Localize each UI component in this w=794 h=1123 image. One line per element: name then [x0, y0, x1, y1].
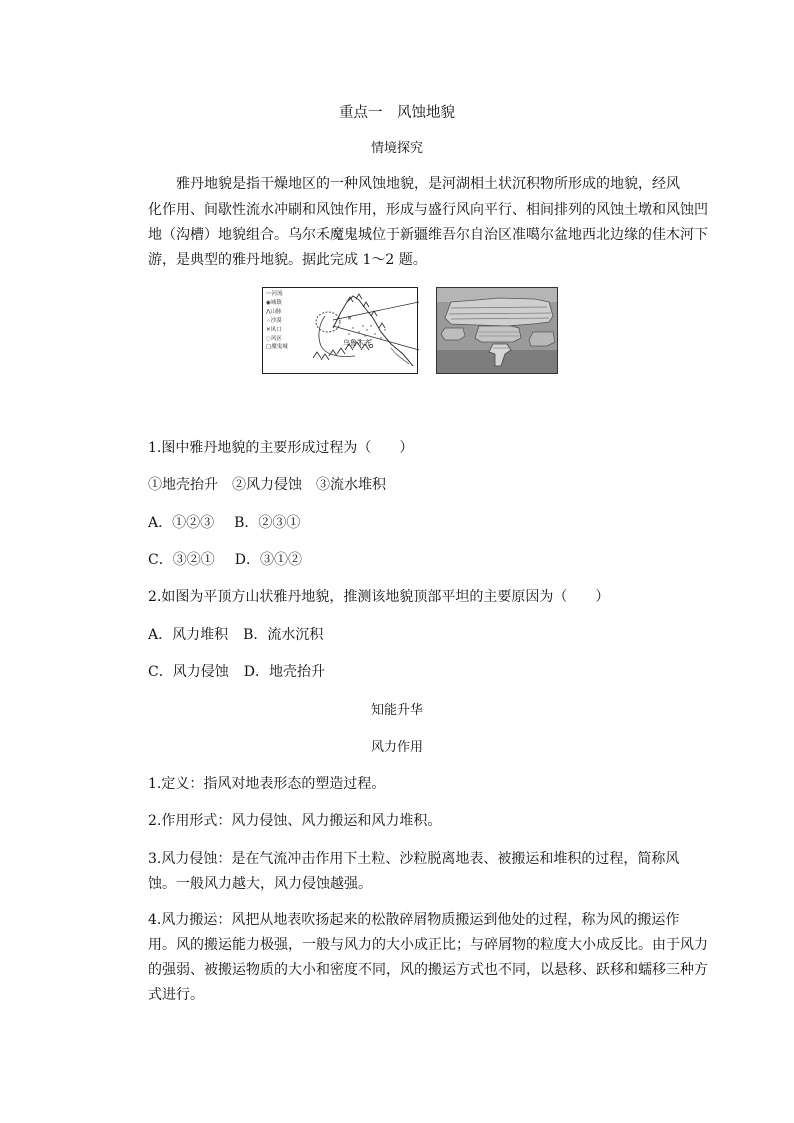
knowledge-point-4-line-1: 4.风力搬运：风把从地表吹扬起来的松散碎屑物质搬运到他处的过程，称为风的搬运作: [148, 912, 680, 928]
q2-option-a[interactable]: A．风力堆积: [148, 627, 229, 643]
legend-item-river: 〰河流: [266, 291, 283, 297]
legend-item-ghost-city: □魔鬼城: [266, 344, 288, 351]
q1-option-b[interactable]: B．②③①: [234, 515, 301, 531]
q1-option-a[interactable]: A．①②③: [148, 515, 215, 531]
legend-item-mountain: ⋀山脉: [266, 308, 282, 315]
knowledge-point-3-line-1: 3.风力侵蚀：是在气流冲击作用下土粒、沙粒脱离地表、被搬运和堆积的过程，简称风: [148, 851, 680, 867]
legend-item-wind-gap: ✕风口: [266, 326, 282, 333]
subheading-wind-action: 风力作用: [370, 740, 423, 755]
page-title: 重点一 风蚀地貌: [339, 105, 455, 121]
svg-text:✕: ✕: [347, 315, 353, 322]
section-heading-context: 情境探究: [370, 141, 423, 156]
legend-item-desert: ⁘沙漠: [266, 317, 282, 324]
yardang-photo: [436, 287, 558, 374]
knowledge-point-4-line-2: 用。风的搬运能力极强，一般与风力的大小成正比；与碎屑物的粒度大小成反比。由于风力: [148, 937, 708, 953]
wind-zone-icon: ◌: [266, 335, 271, 342]
ghost-city-icon: □: [266, 344, 272, 351]
q2-option-c[interactable]: C．风力侵蚀: [148, 664, 229, 680]
question-2-options-row-1: [148, 624, 323, 644]
map-legend: [266, 290, 288, 352]
city-label-urumqi: 乌鲁木齐: [343, 339, 371, 347]
mountain-icon: ⋀: [266, 308, 271, 315]
figure: [262, 287, 558, 375]
q1-option-d[interactable]: D．③①②: [234, 552, 302, 568]
legend-item-town: ◉城镇: [266, 299, 282, 306]
desert-icon: ⁘: [266, 317, 271, 324]
intro-line-4: 游，是典型的雅丹地貌。据此完成 1～2 题。: [148, 252, 427, 268]
town-icon: ◉: [266, 299, 271, 306]
wind-gap-icon: ✕: [266, 326, 271, 333]
knowledge-point-4-line-4: 式进行。: [148, 987, 204, 1003]
question-2-options-row-2: [148, 661, 325, 681]
question-1-options-row-2: [148, 549, 302, 569]
question-1-stem: 1.图中雅丹地貌的主要形成过程为（ ）: [148, 440, 414, 456]
section-heading-knowledge: 知能升华: [370, 703, 423, 718]
location-map: [262, 287, 418, 374]
yardang-illustration: [437, 288, 558, 374]
intro-line-2: 化作用、间歇性流水冲刷和风蚀作用，形成与盛行风向平行、相间排列的风蚀土墩和风蚀凹: [148, 202, 708, 218]
knowledge-point-3-line-2: 蚀。一般风力越大，风力侵蚀越强。: [148, 876, 372, 892]
river-icon: 〰: [266, 291, 272, 297]
question-2-stem: 2.如图为平顶方山状雅丹地貌，推测该地貌顶部平坦的主要原因为（ ）: [148, 589, 610, 605]
q2-option-d[interactable]: D．地壳抬升: [243, 664, 325, 680]
intro-line-1: 雅丹地貌是指干燥地区的一种风蚀地貌，是河湖相土状沉积物所形成的地貌，经风: [176, 176, 680, 192]
knowledge-point-4-line-3: 的强弱、被搬运物质的大小和密度不同，风的搬运方式也不同，以悬移、跃移和蠕移三种方: [148, 962, 708, 978]
knowledge-point-2: 2.作用形式：风力侵蚀、风力搬运和风力堆积。: [148, 813, 442, 829]
question-1-items: ①地壳抬升 ②风力侵蚀 ③流水堆积: [148, 477, 386, 493]
knowledge-point-1: 1.定义：指风对地表形态的塑造过程。: [148, 776, 386, 792]
legend-item-wind-zone: ◌风区: [266, 335, 282, 342]
question-1-options-row-1: [148, 512, 300, 532]
q2-option-b[interactable]: B．流水沉积: [243, 627, 324, 643]
q1-option-c[interactable]: C．③②①: [148, 552, 215, 568]
intro-line-3: 地（沟槽）地貌组合。乌尔禾魔鬼城位于新疆维吾尔自治区准噶尔盆地西北边缘的佳木河下: [148, 227, 708, 243]
